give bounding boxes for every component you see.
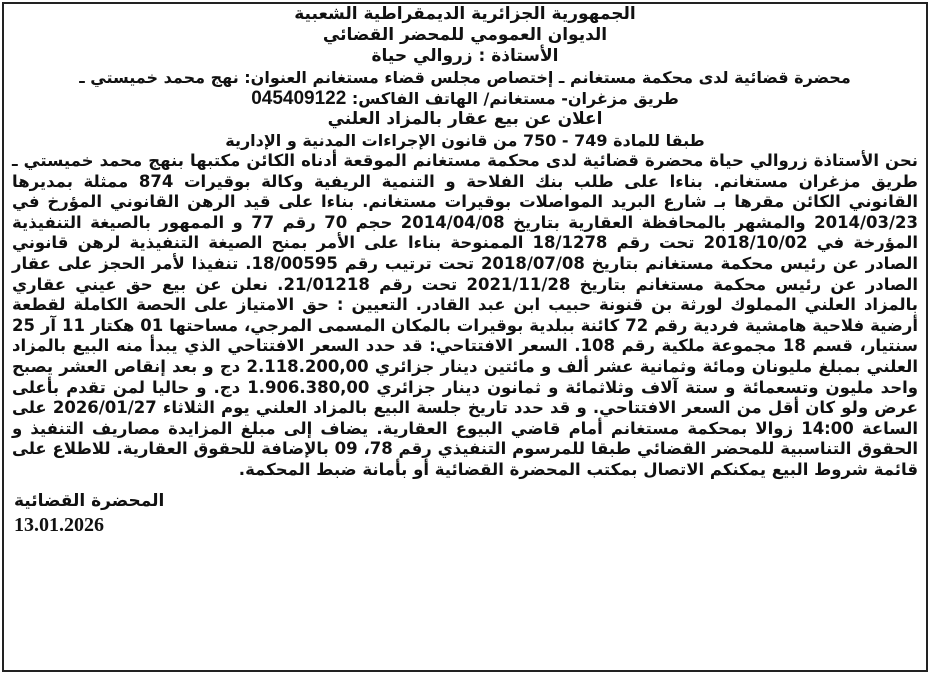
- notice-body-text: نحن الأستاذة زروالي حياة محضرة قضائية لدى محكمة مستغانم الموقعة أدناه الكائن مكتبها بنهج محمد خميستي ـ طريق مزغران مستغانم. بناءا على طلب بنك الفلاحة و التنمية الريفية وكالة بوقيرات 874 ممثلة بمديرها القانوني الكائن مقرها بـ شارع البريد المواصلات بوقيرات مستغانم. بناءا على قيد الرهن القانوني المؤرخ في 2014/03/23 والمشهر بالمحافظة العقارية بتاريخ 2014/04/08 حجم 70 رقم 77 و الممهور بالصيغة التنفيذية المؤرخة في 2018/10/02 تحت رقم 18/1278 الممنوحة بناءا على الأمر بمنح الصيغة التنفيذية لرهن قانوني الصادر عن رئيس محكمة مستغانم بتاريخ 2018/07/08 تحت ترتيب رقم 18/00595. تنفيذا لأمر الحجز على عقار الصادر عن رئيس محكمة مستغانم بتاريخ 2021/11/28 تحت رقم 21/01218. نعلن عن بيع حق عيني عقاري بالمزاد العلني المملوك لورثة بن قنونة حبيب ابن عبد القادر. التعيين : حق الامتياز على الحصة الكاملة لقطعة أرضية فلاحية هامشية فردية رقم 72 كائنة ببلدية بوقيرات بالمكان المسمى المرجي، مساحتها 01 هكتار 11 آر 25 سنتيار، قسم 18 مجموعة ملكية رقم 108. السعر الافتتاحي: قد حدد السعر الافتتاحي الذي يبدأ منه البيع بالمزاد العلني بمبلغ مليونان ومائة وثمانية عشر ألف و مائتين دينار جزائري 2.118.200,00 دج و بعد إنقاص العشر يصبح واحد مليون وتسعمائة و ستة آلاف وثلاثمائة و ثمانون دينار جزائري 1.906.380,00 دج. و حاليا لمن تقدم بأعلى عرض ولو كان أقل من السعر الافتتاحي. و قد حدد تاريخ جلسة البيع بالمزاد العلني يوم الثلاثاء 2026/01/27 على الساعة 14:00 زوالا بمحكمة مستغانم أمام قاضي البيوع العقارية. يضاف إلى مبلغ المزايدة مصاريف التنفيذ و الحقوق التناسبية للمحضر القضائي طبقا للمرسوم التنفيذي رقم 78، 09 بالإضافة للحقوق العقارية. للاطلاع على قائمة شروط البيع يمكنكم الاتصال بمكتب المحضرة القضائية أو بأمانة ضبط المحكمة.: [12, 151, 919, 479]
- republic-title: الجمهورية الجزائرية الديمقراطية الشعبية: [294, 4, 636, 24]
- notice-footer: [4, 489, 926, 537]
- bailiff-name: الأستاذة : زروالي حياة: [371, 46, 559, 66]
- office-title: الديوان العمومي للمحضر القضائي: [322, 25, 608, 45]
- legal-basis: طبقا للمادة 749 - 750 من قانون الإجراءات المدنية و الإدارية: [225, 131, 705, 150]
- legal-notice: [2, 2, 928, 672]
- phone-number: 045409122: [251, 88, 347, 109]
- notice-date: 13.01.2026: [14, 513, 104, 536]
- address-line-1: محضرة قضائية لدى محكمة مستغانم ـ إختصاص مجلس قضاء مستغانم العنوان: نهج محمد خميستي ـ: [79, 68, 851, 87]
- notice-header: [4, 4, 926, 151]
- notice-body: [4, 151, 926, 481]
- notice-title: اعلان عن بيع عقار بالمزاد العلني: [327, 109, 603, 129]
- address-text: طريق مزغران- مستغانم/ الهاتف الفاكس:: [351, 89, 679, 108]
- address-line-2: [4, 88, 926, 109]
- signature-label: المحضرة القضائية: [14, 490, 165, 511]
